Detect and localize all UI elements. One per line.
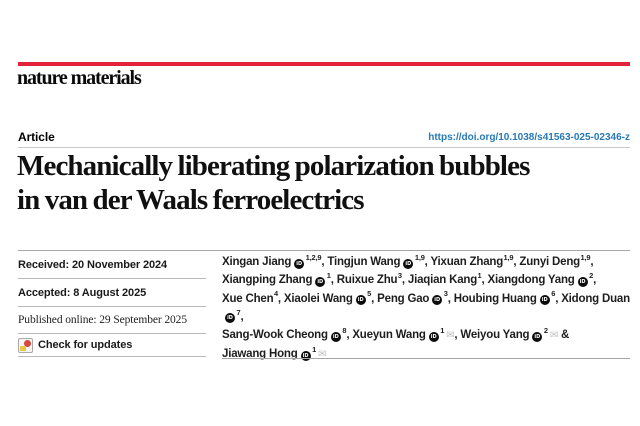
journal-logo: nature materials bbox=[17, 67, 141, 89]
orcid-icon[interactable]: iD bbox=[315, 277, 325, 287]
affiliation-superscript: 2 bbox=[543, 325, 548, 335]
accepted-date-text: Accepted: 8 August 2025 bbox=[18, 286, 147, 299]
affiliation-superscript: 1 bbox=[326, 270, 331, 280]
author-name: Houbing Huang $iD^6$ bbox=[453, 289, 556, 305]
check-for-updates-button[interactable] bbox=[18, 334, 206, 357]
affiliation-superscript: 1,9 bbox=[503, 252, 514, 262]
affiliation-superscript: 1 bbox=[312, 345, 317, 355]
published-date-text: Published online: 29 September 2025 bbox=[18, 314, 187, 326]
author-name: Xiangdong Yang $iD^2$ bbox=[487, 270, 594, 287]
orcid-icon[interactable]: iD bbox=[403, 259, 413, 269]
author-name: Tingjun Wang iD$^{1,9}$ bbox=[327, 252, 425, 268]
affiliation-superscript: 4 bbox=[273, 289, 278, 299]
article-title bbox=[17, 149, 635, 217]
affiliation-superscript: 5 bbox=[367, 289, 372, 299]
received-date bbox=[18, 251, 206, 279]
author-name: Xingan Jiang iD$^{1,2,9}$ bbox=[222, 252, 322, 268]
author-name: Jiawang Hong $iD^1$ ✉ bbox=[222, 345, 327, 361]
orcid-icon[interactable]: iD bbox=[540, 295, 550, 305]
orcid-icon[interactable]: iD bbox=[432, 295, 442, 305]
author-name: Xue Chen$^4$ bbox=[222, 289, 278, 305]
orcid-icon[interactable]: iD bbox=[532, 332, 542, 342]
affiliation-superscript: 6 bbox=[551, 289, 556, 299]
author-name: Zunyi Deng$^{1,9}$ bbox=[519, 252, 591, 268]
author-name: Xueyun Wang $iD^1$ ✉ bbox=[352, 325, 455, 342]
received-date-text: Received: 20 November 2024 bbox=[18, 258, 168, 271]
author-name: Ruixue Zhu$^3$ bbox=[336, 270, 402, 287]
author-name: Xiaolei Wang $iD^5$ bbox=[283, 289, 372, 305]
orcid-icon[interactable]: iD bbox=[301, 351, 311, 361]
article-title-line-1: Mechanically liberating polarization bubbles bbox=[17, 150, 530, 182]
email-icon[interactable]: ✉ bbox=[446, 330, 455, 342]
affiliation-superscript: 3 bbox=[443, 289, 448, 299]
brand-rule bbox=[18, 62, 630, 66]
author-list: Xingan Jiang iD$^{1,2,9}$, Tingjun Wang iD$^{1,9}$, Yixuan Zhang$^{1,9}$, Zunyi Deng$^{1,9}$, Xiangping Zhang $iD^1$, Ruixue Zhu$^3$, Jiaqian Kang$^1$, Xiangdong Yang $iD^2$, Xue Chen$^4$, Xiaolei Wang $iD^5$, Peng Gao $iD^3$, Houbing Huang $iD^6$, Xidong DuaniD$^7$, Sang-Wook Cheong $iD^8$, Xueyun Wang $iD^1$ ✉, Weiyou Yang $iD^2$ ✉ & Jiawang Hong $iD^1$ ✉ bbox=[222, 252, 630, 361]
affiliation-superscript: 3 bbox=[397, 270, 402, 280]
orcid-icon[interactable]: iD bbox=[429, 332, 439, 342]
affiliation-superscript: 7 bbox=[236, 307, 241, 317]
author-name: Xiangping Zhang $iD^1$ bbox=[222, 270, 331, 287]
affiliation-superscript: 1,2,9 bbox=[305, 252, 322, 262]
affiliation-superscript: 2 bbox=[589, 270, 594, 280]
published-date bbox=[18, 307, 206, 334]
header-divider bbox=[18, 147, 630, 148]
article-type-label: Article bbox=[18, 130, 55, 144]
accepted-date bbox=[18, 279, 206, 307]
author-name: Sang-Wook Cheong $iD^8$ bbox=[222, 325, 347, 342]
orcid-icon[interactable]: iD bbox=[294, 259, 304, 269]
doi-link[interactable]: https://doi.org/10.1038/s41563-025-02346-z bbox=[428, 132, 630, 143]
author-name: Yixuan Zhang$^{1,9}$ bbox=[430, 252, 514, 268]
authors-divider bbox=[222, 358, 630, 359]
author-name: Weiyou Yang $iD^2$ ✉ bbox=[460, 325, 559, 342]
email-icon[interactable]: ✉ bbox=[318, 349, 327, 361]
email-icon[interactable]: ✉ bbox=[549, 330, 559, 342]
orcid-icon[interactable]: iD bbox=[331, 332, 341, 342]
author-name: Jiaqian Kang$^1$ bbox=[407, 270, 482, 287]
affiliation-superscript: 1,9 bbox=[414, 252, 425, 262]
affiliation-superscript: 8 bbox=[342, 325, 347, 335]
orcid-icon[interactable]: iD bbox=[225, 313, 235, 323]
author-name: Peng Gao $iD^3$ bbox=[377, 289, 448, 305]
affiliation-superscript: 1,9 bbox=[580, 252, 591, 262]
orcid-icon[interactable]: iD bbox=[578, 277, 588, 287]
article-title-line-2: in van der Waals ferroelectrics bbox=[17, 184, 364, 216]
check-for-updates-label: Check for updates bbox=[38, 339, 133, 351]
affiliation-superscript: 1 bbox=[477, 270, 482, 280]
orcid-icon[interactable]: iD bbox=[356, 295, 366, 305]
affiliation-superscript: 1 bbox=[440, 325, 445, 335]
author-name: Xidong DuaniD$^7$ bbox=[222, 293, 630, 323]
article-history bbox=[18, 251, 206, 357]
crossmark-icon bbox=[18, 338, 33, 353]
